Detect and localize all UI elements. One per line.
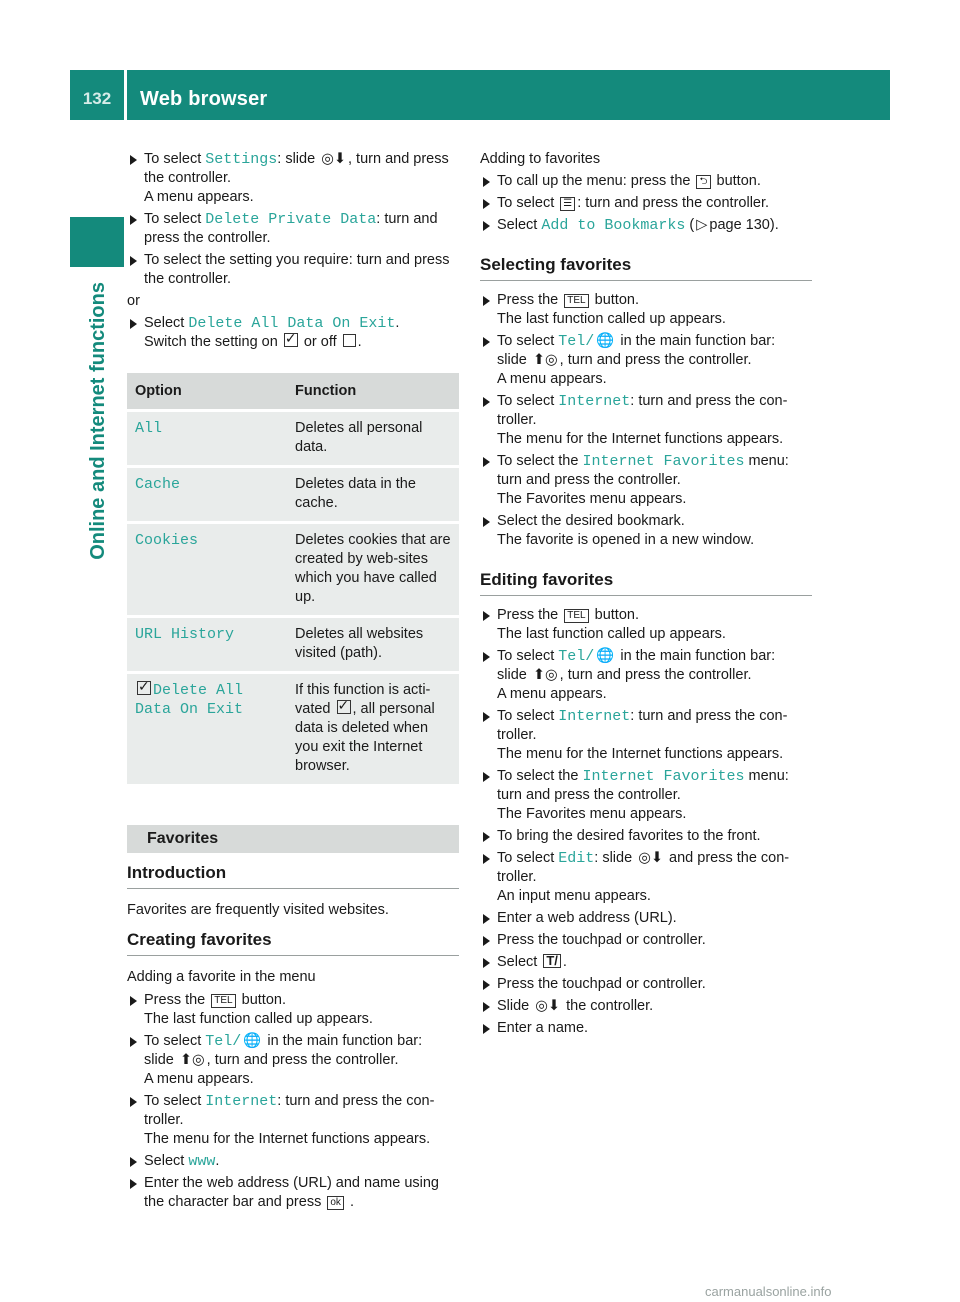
favorites-section-band: Favorites [127, 825, 459, 853]
step-enter-url: Enter a web address (URL). [480, 909, 812, 928]
controller-icon: ◎⬇ [321, 151, 346, 167]
right-column [480, 150, 812, 1041]
table-row: Cache Deletes data in the cache. [127, 468, 459, 521]
step-select-internet: To select Internet: turn and press the con-troller. The menu for the Internet functions appears. [127, 1092, 459, 1149]
step-select-tel: To select Tel/ 🌐 in the main function bar: slide ⬆◎ , turn and press the controller. A menu appears. [480, 647, 812, 704]
editing-favorites-heading: Editing favorites [480, 570, 812, 596]
step-call-menu: To call up the menu: press the ⮌ button. [480, 172, 812, 191]
introduction-text: Favorites are frequently visited websites. [127, 902, 389, 918]
table-header-row [127, 373, 459, 409]
selecting-favorites-heading: Selecting favorites [480, 255, 812, 281]
left-column [127, 150, 459, 1215]
table-row: Cookies Deletes cookies that are created by web-sites which you have called up. [127, 524, 459, 615]
step-press-tel: Press the TEL button. The last function called up appears. [127, 991, 459, 1029]
table-row: URL History Deletes all websites visited (path). [127, 618, 459, 671]
page-number: 132 [82, 89, 112, 108]
checkbox-checked-icon [284, 333, 298, 347]
step-select-internet: To select Internet: turn and press the con-troller. The menu for the Internet functions appears. [480, 392, 812, 449]
step-slide-controller: Slide ◎⬇ the controller. [480, 997, 812, 1016]
step-select-edit: To select Edit: slide ◎⬇ and press the con-troller. An input menu appears. [480, 849, 812, 906]
table-header-function: Function [287, 373, 459, 409]
tel-key-icon: TEL [564, 294, 588, 308]
adding-favorites-heading: Adding to favorites [480, 151, 601, 167]
table-header-option: Option [127, 373, 287, 409]
ok-key-icon: ok [327, 1196, 344, 1210]
step-select-tel: To select Tel/ 🌐 in the main function bar: slide ⬆◎ , turn and press the controller. A menu appears. [127, 1032, 459, 1089]
step-select-text-mode: Select T/ . [480, 953, 812, 972]
step-bring-front: To bring the desired favorites to the front. [480, 827, 812, 846]
step-press-touchpad: Press the touchpad or controller. [480, 975, 812, 994]
tel-key-icon: TEL [564, 609, 588, 623]
table-row: All Deletes all personal data. [127, 412, 459, 465]
page-ref-icon: ▷ [696, 217, 708, 233]
step-select-settings: To select Settings: slide ◎⬇ , turn and press the controller. A menu appears. [127, 150, 459, 207]
checkbox-checked-icon [337, 700, 351, 714]
globe-icon: 🌐 [243, 1033, 262, 1049]
step-press-tel: Press the TEL button. The last function called up appears. [480, 291, 812, 329]
step-add-bookmarks: Select Add to Bookmarks ( ▷ page 130). [480, 216, 812, 235]
globe-icon: 🌐 [596, 333, 615, 349]
controller-icon: ◎⬇ [638, 850, 663, 866]
step-press-tel: Press the TEL button. The last function called up appears. [480, 606, 812, 644]
settings-code: Settings [205, 151, 278, 168]
step-enter-name: Enter a name. [480, 1019, 812, 1038]
checkbox-checked-icon [137, 681, 151, 695]
back-icon: ⮌ [696, 175, 710, 189]
controller-icon: ⬆◎ [179, 1052, 205, 1068]
page-title: Web browser [140, 88, 268, 110]
step-delete-private-data: To select Delete Private Data: turn and press the controller. [127, 210, 459, 248]
step-select-www: Select www. [127, 1152, 459, 1171]
controller-icon: ◎⬇ [535, 998, 561, 1014]
controller-icon: ⬆◎ [532, 667, 558, 683]
creating-favorites-heading: Creating favorites [127, 930, 459, 956]
step-press-touchpad: Press the touchpad or controller. [480, 931, 812, 950]
or-text: or [127, 293, 140, 309]
step-delete-on-exit: Select Delete All Data On Exit. Switch the setting on ✓ or off . [127, 314, 459, 352]
options-table [127, 370, 459, 787]
step-select-bookmark: Select the desired bookmark. The favorite is opened in a new window. [480, 512, 812, 550]
header-separator [124, 70, 127, 120]
globe-icon: 🌐 [596, 648, 615, 664]
menu-icon: ☰ [560, 197, 575, 211]
watermark: carmanualsonline.info [705, 1284, 832, 1299]
tel-key-icon: TEL [211, 994, 235, 1008]
step-select-setting: To select the setting you require: turn and press the controller. [127, 251, 459, 289]
sidebar-chapter-title: Online and Internet functions [87, 282, 109, 560]
introduction-heading: Introduction [127, 863, 459, 889]
text-mode-icon: T/ [543, 954, 561, 968]
controller-icon: ⬆◎ [532, 352, 558, 368]
checkbox-empty-icon [343, 334, 356, 347]
creating-intro: Adding a favorite in the menu [127, 969, 316, 985]
step-enter-address: Enter the web address (URL) and name using the character bar and press ok . [127, 1174, 459, 1212]
step-internet-favorites: To select the Internet Favorites menu: turn and press the controller. The Favorites menu appears. [480, 452, 812, 509]
step-internet-favorites: To select the Internet Favorites menu: turn and press the controller. The Favorites menu appears. [480, 767, 812, 824]
sidebar-tab [70, 217, 124, 267]
step-select-internet: To select Internet: turn and press the con-troller. The menu for the Internet functions appears. [480, 707, 812, 764]
step-select-menu: To select ☰ : turn and press the controller. [480, 194, 812, 213]
step-select-tel: To select Tel/ 🌐 in the main function bar: slide ⬆◎ , turn and press the controller. A menu appears. [480, 332, 812, 389]
table-row: ✓Delete All Data On Exit If this function is acti-vated ✓, all personal data is deleted when you exit the Internet browser. [127, 674, 459, 784]
